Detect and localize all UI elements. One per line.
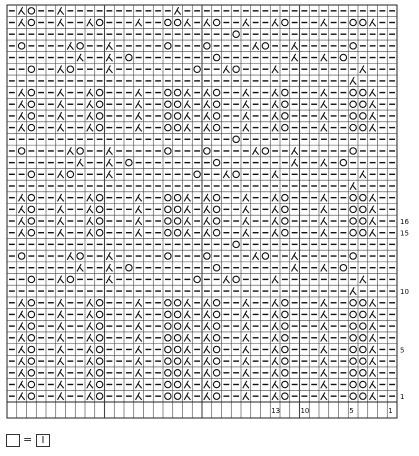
legend-knit-symbol: I [36,434,50,447]
legend [6,433,66,449]
row-number-label: 16 [400,217,409,226]
row-number-label: 10 [400,287,409,296]
row-number-label: 15 [400,229,409,238]
legend-blank-cell [6,434,20,447]
legend-equals: = [23,433,33,446]
row-number-label: 5 [400,346,405,355]
col-number-label: 10 [300,407,310,415]
col-number-label: 13 [271,407,281,415]
col-number-label: 1 [388,407,393,415]
row-number-label: 1 [400,393,405,402]
col-number-label: 5 [349,407,354,415]
